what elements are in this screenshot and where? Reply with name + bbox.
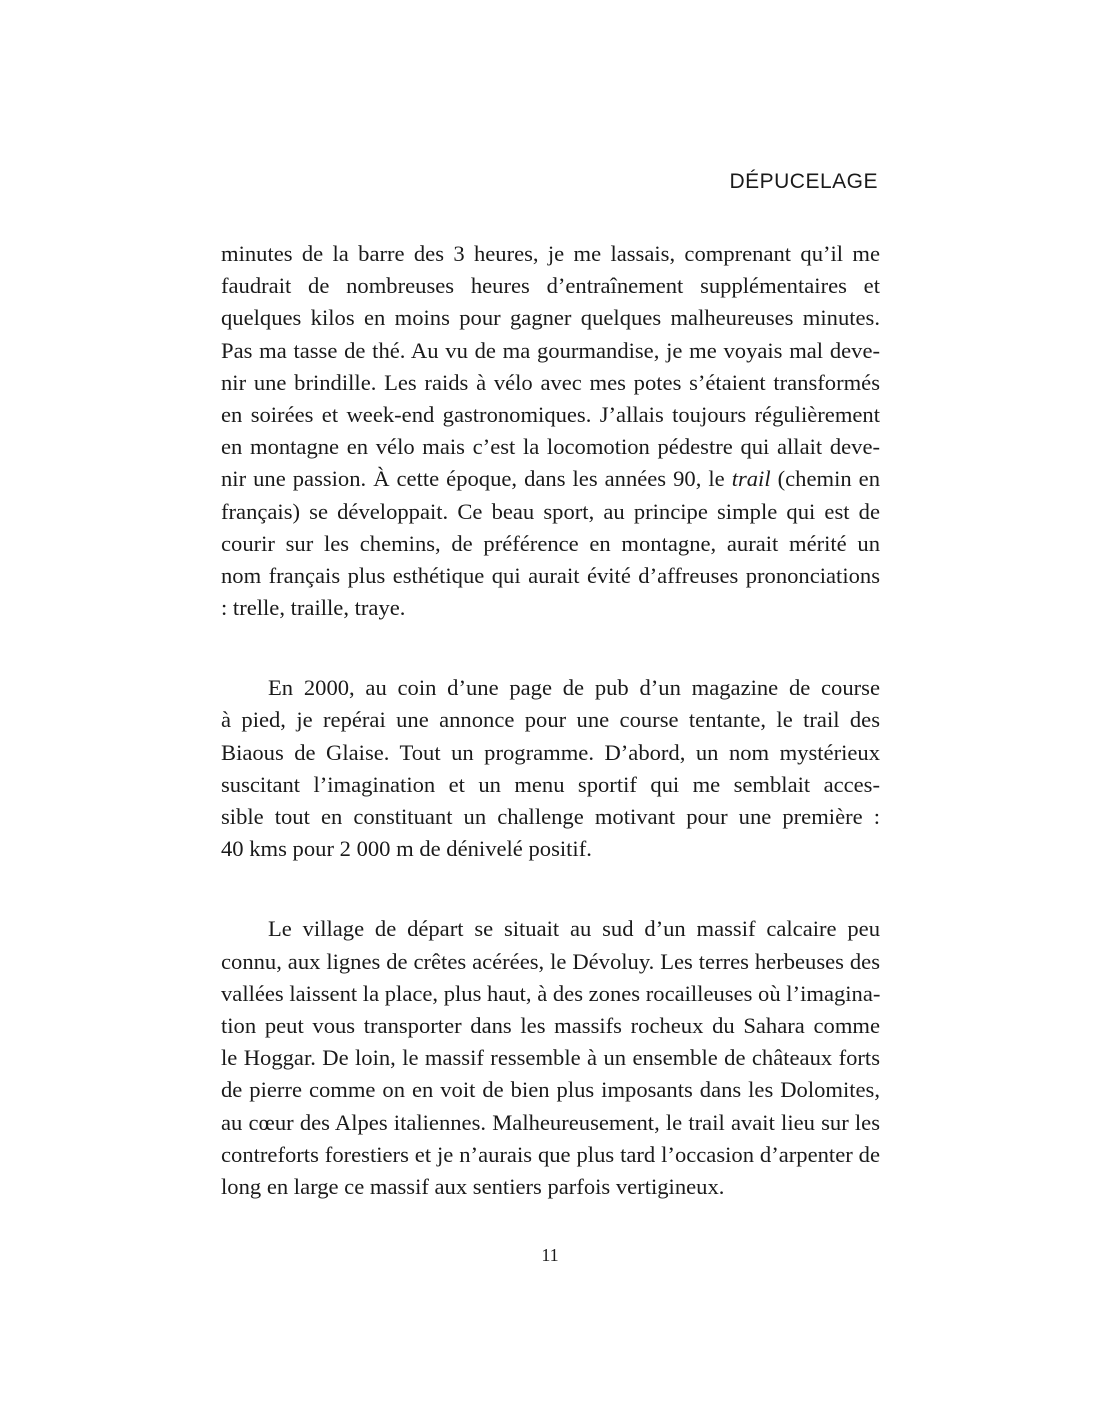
text-line: au cœur des Alpes italiennes. Malheureusement, le trail avait lieu sur les bbox=[221, 1109, 880, 1135]
text-line: suscitant l’imagination et un menu sportif qui me semblait acces- bbox=[221, 771, 880, 797]
text-line: en soirées et week-end gastronomiques. J’allais toujours régulièrement bbox=[221, 401, 880, 427]
text-line: courir sur les chemins, de préférence en montagne, aurait mérité un bbox=[221, 530, 880, 556]
text-segment: nir une passion. À cette époque, dans les années 90, le bbox=[221, 466, 732, 492]
italic-term: trail bbox=[731, 466, 771, 492]
running-title: DÉPUCELAGE bbox=[729, 170, 878, 193]
text-line: long en large ce massif aux sentiers parfois vertigineux. bbox=[221, 1173, 725, 1199]
text-line: Pas ma tasse de thé. Au vu de ma gourmandise, je me voyais mal deve- bbox=[221, 337, 880, 363]
text-line: : trelle, traille, traye. bbox=[221, 595, 406, 621]
text-segment: (chemin en bbox=[770, 466, 880, 492]
text-line bbox=[221, 463, 880, 495]
text-line: minutes de la barre des 3 heures, je me lassais, comprenant qu’il me bbox=[221, 241, 880, 266]
paragraph bbox=[221, 238, 880, 624]
text-line: 40 kms pour 2 000 m de dénivelé positif. bbox=[221, 836, 592, 862]
text-line: le Hoggar. De loin, le massif ressemble à un ensemble de châteaux forts bbox=[221, 1045, 880, 1071]
text-line: En 2000, au coin d’une page de pub d’un magazine de course bbox=[268, 675, 880, 701]
body-text bbox=[221, 238, 880, 1203]
text-line: faudrait de nombreuses heures d’entraînement supplémentaires et bbox=[221, 273, 880, 299]
text-line: en montagne en vélo mais c’est la locomotion pédestre qui allait deve- bbox=[221, 434, 880, 460]
text-line: de pierre comme on en voit de bien plus imposants dans les Dolomites, bbox=[221, 1077, 880, 1103]
paragraph-gap bbox=[221, 865, 880, 913]
paragraph-gap bbox=[221, 624, 880, 672]
text-line: Le village de départ se situait au sud d’un massif calcaire peu bbox=[268, 916, 880, 942]
text-line: nir une brindille. Les raids à vélo avec mes potes s’étaient transformés bbox=[221, 369, 880, 395]
text-line: connu, aux lignes de crêtes acérées, le Dévoluy. Les terres herbeuses des bbox=[221, 948, 880, 974]
paragraph bbox=[221, 672, 880, 865]
text-line: sible tout en constituant un challenge motivant pour une première : bbox=[221, 804, 880, 829]
text-line: vallées laissent la place, plus haut, à des zones rocailleuses où l’imagina- bbox=[221, 980, 881, 1006]
page-number: 11 bbox=[541, 1245, 559, 1265]
text-line: Biaous de Glaise. Tout un programme. D’abord, un nom mystérieux bbox=[221, 739, 880, 765]
paragraph bbox=[221, 913, 880, 1203]
text-line: français) se développait. Ce beau sport, au principe simple qui est de bbox=[221, 498, 880, 524]
text-line: contreforts forestiers et je n’aurais que plus tard l’occasion d’arpenter de bbox=[221, 1141, 880, 1167]
text-line: nom français plus esthétique qui aurait évité d’affreuses prononciations bbox=[221, 562, 880, 588]
text-line: à pied, je repérai une annonce pour une course tentante, le trail des bbox=[221, 707, 880, 733]
text-line: quelques kilos en moins pour gagner quelques malheureuses minutes. bbox=[221, 305, 880, 331]
text-line: tion peut vous transporter dans les massifs rocheux du Sahara comme bbox=[221, 1012, 880, 1038]
